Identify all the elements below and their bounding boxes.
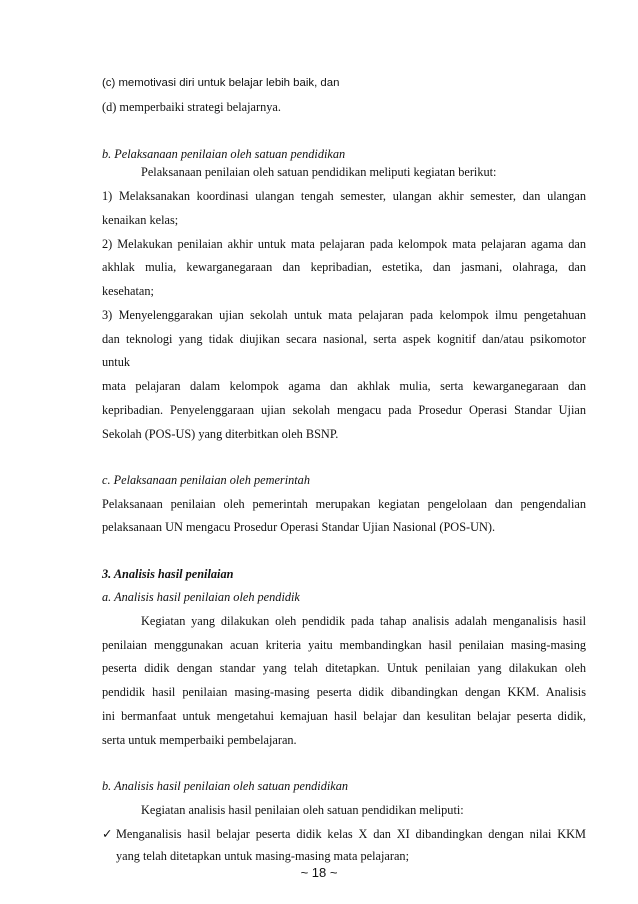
section-3-heading: 3. Analisis hasil penilaian [102,567,234,581]
section-3b-check-line2: yang telah ditetapkan untuk masing-masing mata pelajaran; [116,849,409,863]
section-b-item1-line1: 1) Melaksanakan koordinasi ulangan tengah semester, ulangan akhir semester, dan ulangan [102,189,586,203]
section-b-item3-line1: 3) Menyelenggarakan ujian sekolah untuk mata pelajaran pada kelompok ilmu pengetahuan [102,308,586,322]
section-b-item1-line2: kenaikan kelas; [102,213,179,227]
section-b-item2-line1: 2) Melakukan penilaian akhir untuk mata pelajaran pada kelompok mata pelajaran agama dan [102,237,586,251]
section-3a-line6: serta untuk memperbaiki pembelajaran. [102,733,297,747]
section-c-line2: pelaksanaan UN mengacu Prosedur Operasi Standar Ujian Nasional (POS-UN). [102,520,496,534]
section-c-line1: Pelaksanaan penilaian oleh pemerintah merupakan kegiatan pengelolaan dan pengendalian [102,497,586,511]
page-number: ~ 18 ~ [300,865,338,880]
section-3a-line2: penilaian menggunakan acuan kriteria yaitu membandingkan hasil penilaian masing-masing [102,638,586,652]
section-3b-heading: b. Analisis hasil penilaian oleh satuan pendidikan [102,779,349,793]
section-b-item3-line5: kepribadian. Penyelenggaraan ujian sekolah mengacu pada Prosedur Operasi Standar Ujian [102,403,586,417]
section-3a-line4: pendidik hasil penilaian masing-masing peserta didik dibandingkan dengan KKM. Analisis [102,685,586,699]
section-b-item2-line3: kesehatan; [102,284,154,298]
section-b-item3-line4: mata pelajaran dalam kelompok agama dan akhlak mulia, serta kewarganegaraan dan [102,379,586,393]
section-3b-check-line1: Menganalisis hasil belajar peserta didik kelas X dan XI dibandingkan dengan nilai KKM [116,827,586,841]
section-b-item3-line2: dan teknologi yang tidak diujikan secara nasional, serta aspek kognitif dan/atau psikomotor [102,332,586,346]
section-b-item2-line2: akhlak mulia, kewarganegaraan dan kepribadian, estetika, dan jasmani, olahraga, dan [102,260,586,274]
section-3a-line1: Kegiatan yang dilakukan oleh pendidik pada tahap analisis adalah menganalisis hasil [141,614,586,628]
section-b-heading: b. Pelaksanaan penilaian oleh satuan pendidikan [102,147,346,161]
section-b-item3-line6: Sekolah (POS-US) yang diterbitkan oleh BSNP. [102,427,339,441]
section-c-heading: c. Pelaksanaan penilaian oleh pemerintah [102,473,310,487]
section-3a-line5: ini bermanfaat untuk mengetahui kemajuan hasil belajar dan kesulitan belajar peserta didik, [102,709,586,723]
section-b-intro: Pelaksanaan penilaian oleh satuan pendidikan meliputi kegiatan berikut: [141,165,497,179]
checkmark-icon: ✓ [102,827,113,841]
section-b-item3-line3: untuk [102,355,131,369]
section-3a-line3: peserta didik dengan standar yang telah ditetapkan. Untuk penilaian yang dilakukan oleh [102,661,586,675]
list-item-c: (c) memotivasi diri untuk belajar lebih baik, dan [102,77,340,89]
list-item-d: (d) memperbaiki strategi belajarnya. [102,100,281,114]
section-3a-heading: a. Analisis hasil penilaian oleh pendidik [102,590,300,604]
section-3b-intro: Kegiatan analisis hasil penilaian oleh satuan pendidikan meliputi: [141,803,464,817]
